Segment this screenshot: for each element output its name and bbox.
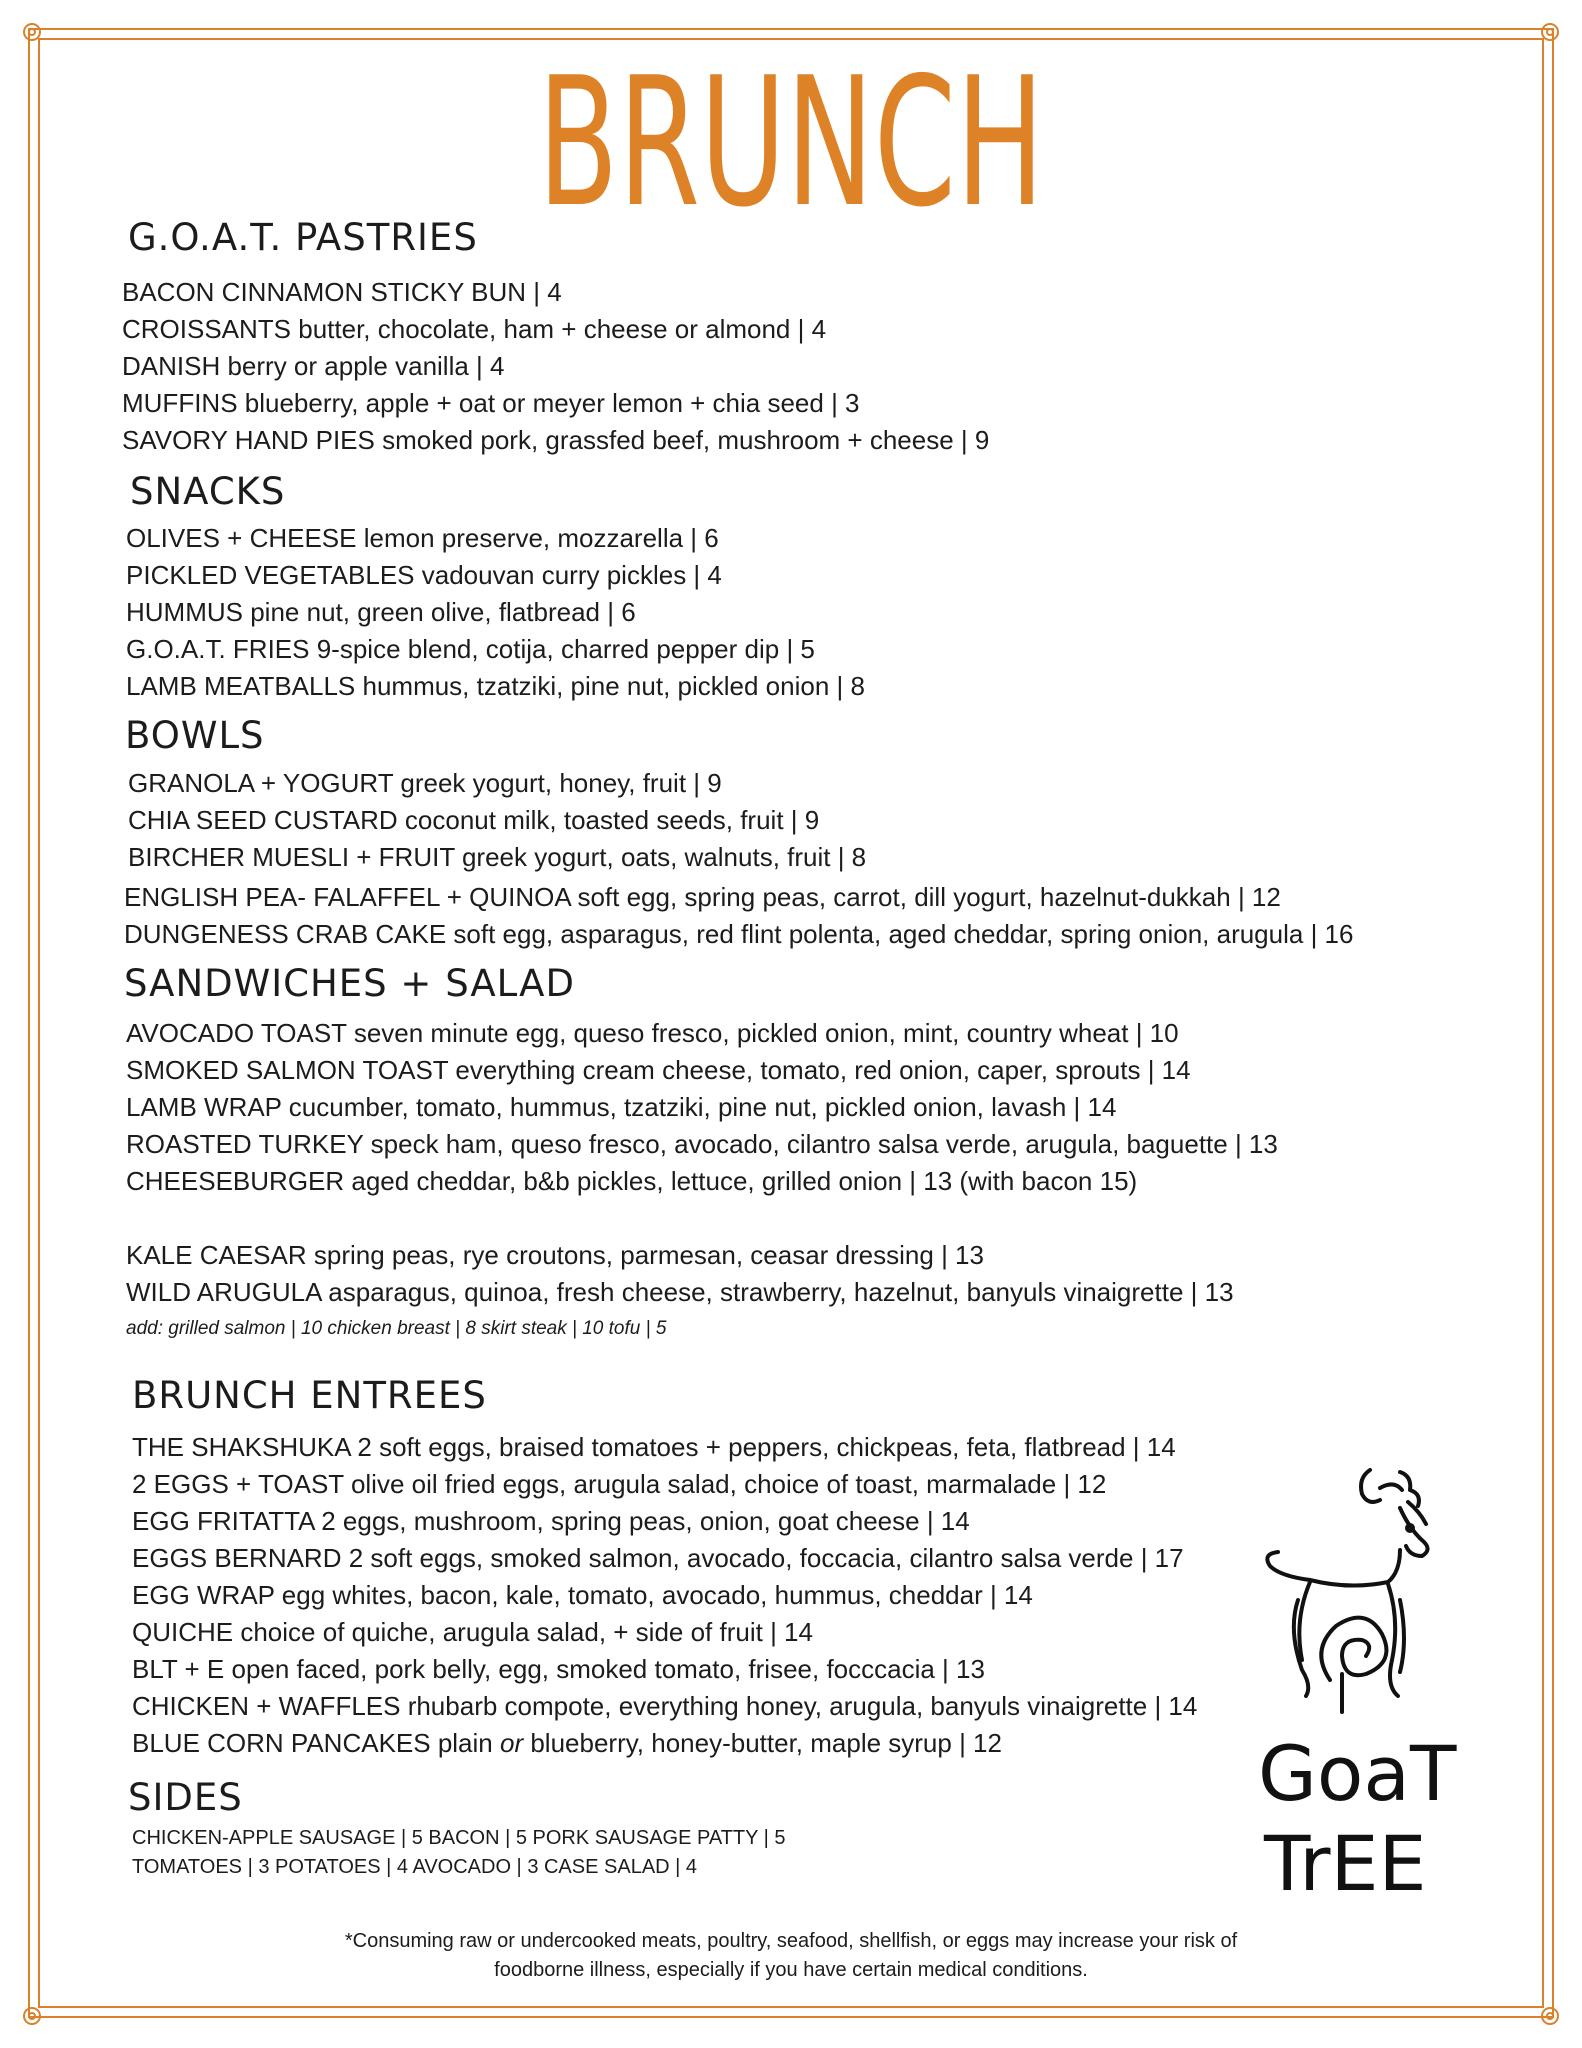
section-heading-sides: SIDES [128, 1776, 243, 1819]
menu-item: EGG FRITATTA 2 eggs, mushroom, spring peas, onion, goat cheese | 14 [132, 1506, 970, 1536]
goat-tree-logo-icon [1250, 1450, 1480, 1910]
menu-item: BLUE CORN PANCAKES plain or blueberry, honey-butter, maple syrup | 12 [132, 1728, 1002, 1758]
menu-item: CHEESEBURGER aged cheddar, b&b pickles, lettuce, grilled onion | 13 (with bacon 15) [126, 1166, 1138, 1196]
svg-text:TrEE: TrEE [1264, 1819, 1427, 1908]
menu-item: DANISH berry or apple vanilla | 4 [122, 351, 505, 381]
svg-text:GoaT: GoaT [1258, 1729, 1457, 1818]
sides-line: TOMATOES | 3 POTATOES | 4 AVOCADO | 3 CASE SALAD | 4 [132, 1856, 698, 1878]
add-ons-line: add: grilled salmon | 10 chicken breast | 8 skirt steak | 10 tofu | 5 [126, 1318, 667, 1339]
section-heading-entrees: BRUNCH ENTREES [132, 1374, 487, 1417]
menu-item: EGG WRAP egg whites, bacon, kale, tomato, avocado, hummus, cheddar | 14 [132, 1580, 1033, 1610]
menu-item: SAVORY HAND PIES smoked pork, grassfed beef, mushroom + cheese | 9 [122, 425, 990, 455]
menu-item: CROISSANTS butter, chocolate, ham + cheese or almond | 4 [122, 314, 827, 344]
corner-ornament-icon [1524, 18, 1564, 58]
menu-item: EGGS BERNARD 2 soft eggs, smoked salmon, avocado, foccacia, cilantro salsa verde | 17 [132, 1543, 1184, 1573]
menu-item: SMOKED SALMON TOAST everything cream cheese, tomato, red onion, caper, sprouts | 14 [126, 1055, 1191, 1085]
section-heading-sandwiches: SANDWICHES + SALAD [124, 962, 575, 1005]
menu-item: LAMB WRAP cucumber, tomato, hummus, tzatziki, pine nut, pickled onion, lavash | 14 [126, 1092, 1117, 1122]
page-title: BRUNCH [537, 39, 1045, 246]
section-heading-bowls: BOWLS [125, 714, 265, 757]
menu-item: ROASTED TURKEY speck ham, queso fresco, avocado, cilantro salsa verde, arugula, baguette | 13 [126, 1129, 1278, 1159]
menu-item: CHIA SEED CUSTARD coconut milk, toasted seeds, fruit | 9 [128, 805, 820, 835]
menu-item: PICKLED VEGETABLES vadouvan curry pickles | 4 [126, 560, 722, 590]
menu-item: CHICKEN + WAFFLES rhubarb compote, everything honey, arugula, banyuls vinaigrette | 14 [132, 1691, 1198, 1721]
menu-item: BACON CINNAMON STICKY BUN | 4 [122, 277, 562, 307]
menu-item: KALE CAESAR spring peas, rye croutons, parmesan, ceasar dressing | 13 [126, 1240, 984, 1270]
section-heading-snacks: SNACKS [130, 470, 286, 513]
menu-item: BLT + E open faced, pork belly, egg, smoked tomato, frisee, focccacia | 13 [132, 1654, 985, 1684]
section-heading-pastries: G.O.A.T. PASTRIES [128, 216, 478, 259]
menu-item: QUICHE choice of quiche, arugula salad, + side of fruit | 14 [132, 1617, 813, 1647]
menu-item: AVOCADO TOAST seven minute egg, queso fresco, pickled onion, mint, country wheat | 10 [126, 1018, 1179, 1048]
menu-item: HUMMUS pine nut, green olive, flatbread | 6 [126, 597, 636, 627]
sides-line: CHICKEN-APPLE SAUSAGE | 5 BACON | 5 PORK SAUSAGE PATTY | 5 [132, 1827, 786, 1849]
menu-item: MUFFINS blueberry, apple + oat or meyer lemon + chia seed | 3 [122, 388, 860, 418]
disclaimer-line: foodborne illness, especially if you have certain medical conditions. [494, 1959, 1088, 1981]
menu-item: G.O.A.T. FRIES 9-spice blend, cotija, charred pepper dip | 5 [126, 634, 815, 664]
menu-item: LAMB MEATBALLS hummus, tzatziki, pine nut, pickled onion | 8 [126, 671, 865, 701]
menu-item: THE SHAKSHUKA 2 soft eggs, braised tomatoes + peppers, chickpeas, feta, flatbread | 14 [132, 1432, 1176, 1462]
menu-item: BIRCHER MUESLI + FRUIT greek yogurt, oats, walnuts, fruit | 8 [128, 842, 867, 872]
menu-item: OLIVES + CHEESE lemon preserve, mozzarella | 6 [126, 523, 719, 553]
disclaimer-line: *Consuming raw or undercooked meats, poultry, seafood, shellfish, or eggs may increase your risk of [344, 1930, 1238, 1952]
menu-item: ENGLISH PEA- FALAFFEL + QUINOA soft egg, spring peas, carrot, dill yogurt, hazelnut-dukkah | 12 [124, 882, 1281, 912]
menu-item: DUNGENESS CRAB CAKE soft egg, asparagus, red flint polenta, aged cheddar, spring onion, arugula | 16 [124, 919, 1354, 949]
menu-item: 2 EGGS + TOAST olive oil fried eggs, arugula salad, choice of toast, marmalade | 12 [132, 1469, 1107, 1499]
menu-item: GRANOLA + YOGURT greek yogurt, honey, fruit | 9 [128, 768, 722, 798]
corner-ornament-icon [18, 1990, 58, 2030]
corner-ornament-icon [18, 18, 58, 58]
corner-ornament-icon [1524, 1990, 1564, 2030]
menu-item: WILD ARUGULA asparagus, quinoa, fresh cheese, strawberry, hazelnut, banyuls vinaigrette | 13 [126, 1277, 1234, 1307]
